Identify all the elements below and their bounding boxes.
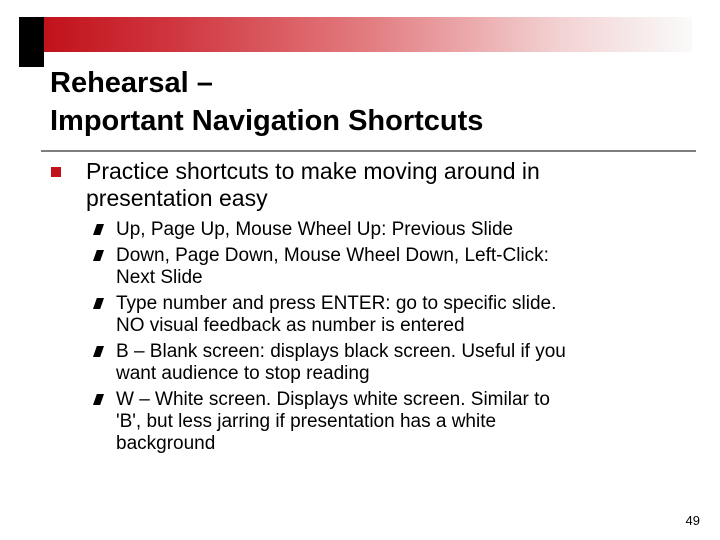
sub-bullet-line: B – Blank screen: displays black screen. Useful if you [116, 341, 566, 362]
sub-bullet-line: W – White screen. Displays white screen. Similar to [116, 389, 550, 410]
sub-bullet-line: Type number and press ENTER: go to specific slide. [116, 293, 557, 314]
sub-bullet-item [93, 341, 693, 385]
main-bullet-line-2: presentation easy [86, 185, 268, 211]
sub-bullet-line: Down, Page Down, Mouse Wheel Down, Left-Click: [116, 245, 549, 266]
sub-bullet-line: 'B', but less jarring if presentation has a white [116, 411, 497, 432]
square-bullet-icon [93, 394, 104, 405]
left-accent-bar [19, 17, 44, 67]
slide-title [50, 64, 690, 140]
sub-bullet-line: Next Slide [116, 267, 203, 288]
sub-bullet-list [93, 219, 693, 459]
sub-bullet-line: Up, Page Up, Mouse Wheel Up: Previous Slide [116, 219, 514, 240]
title-line-1: Rehearsal – [50, 67, 213, 99]
sub-bullet-item [93, 245, 693, 289]
sub-bullet-line: background [116, 433, 216, 454]
square-bullet-icon [93, 250, 104, 261]
sub-bullet-item [93, 293, 693, 337]
red-square-icon [51, 167, 61, 177]
sub-bullet-item [93, 389, 693, 455]
square-bullet-icon [93, 346, 104, 357]
top-gradient-band [44, 17, 692, 52]
slide-number: 49 [685, 513, 700, 528]
square-bullet-icon [93, 298, 104, 309]
title-divider [41, 150, 696, 152]
main-bullet-text [86, 158, 686, 212]
sub-bullet-line: NO visual feedback as number is entered [116, 315, 465, 336]
sub-bullet-item [93, 219, 693, 241]
main-bullet-line-1: Practice shortcuts to make moving around in [86, 158, 540, 184]
sub-bullet-line: want audience to stop reading [116, 363, 370, 384]
title-line-2: Important Navigation Shortcuts [50, 105, 484, 137]
square-bullet-icon [93, 224, 104, 235]
